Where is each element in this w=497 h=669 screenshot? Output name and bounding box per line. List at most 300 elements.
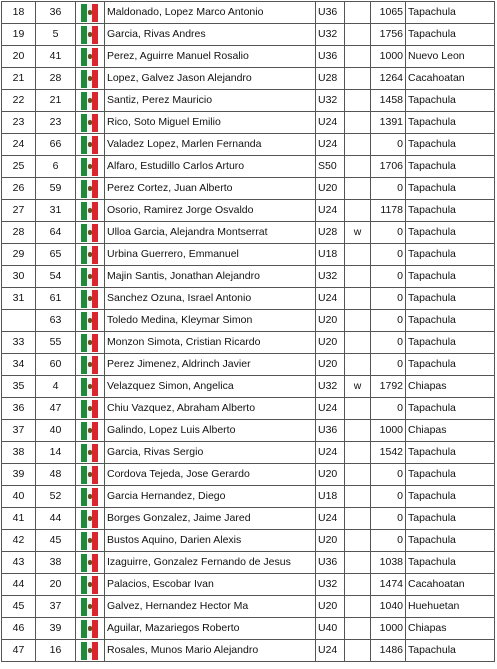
- eagle-emblem-icon: [88, 428, 92, 433]
- flag-cell: [76, 156, 105, 178]
- eagle-emblem-icon: [88, 230, 92, 235]
- player-name-cell: Chiu Vazquez, Abraham Alberto: [105, 398, 316, 420]
- eagle-emblem-icon: [88, 560, 92, 565]
- sex-cell: [345, 2, 371, 24]
- eagle-emblem-icon: [88, 582, 92, 587]
- category-cell: U36: [316, 2, 345, 24]
- bib-number-cell: 20: [36, 574, 76, 596]
- sex-cell: [345, 530, 371, 552]
- rating-cell: 1542: [371, 442, 406, 464]
- sex-cell: [345, 354, 371, 376]
- table-row: [2, 618, 495, 640]
- flag-cell: [76, 244, 105, 266]
- city-cell: Tapachula: [406, 266, 495, 288]
- player-name-cell: Santiz, Perez Mauricio: [105, 90, 316, 112]
- flag-cell: [76, 68, 105, 90]
- flag-cell: [76, 178, 105, 200]
- rating-cell: 1474: [371, 574, 406, 596]
- bib-number-cell: 45: [36, 530, 76, 552]
- category-cell: U20: [316, 530, 345, 552]
- flag-cell: [76, 420, 105, 442]
- flag-cell: [76, 112, 105, 134]
- category-cell: U24: [316, 288, 345, 310]
- flag-cell: [76, 2, 105, 24]
- bib-number-cell: 38: [36, 552, 76, 574]
- sex-cell: [345, 508, 371, 530]
- city-cell: Cacahoatan: [406, 574, 495, 596]
- player-name-cell: Monzon Simota, Cristian Ricardo: [105, 332, 316, 354]
- player-name-cell: Izaguirre, Gonzalez Fernando de Jesus: [105, 552, 316, 574]
- bib-number-cell: 37: [36, 596, 76, 618]
- sex-cell: [345, 618, 371, 640]
- sex-cell: w: [345, 376, 371, 398]
- place-cell: 31: [2, 288, 36, 310]
- player-name-cell: Velazquez Simon, Angelica: [105, 376, 316, 398]
- flag-cell: [76, 24, 105, 46]
- place-cell: 23: [2, 112, 36, 134]
- player-name-cell: Garcia, Rivas Andres: [105, 24, 316, 46]
- rating-cell: 1040: [371, 596, 406, 618]
- mexico-flag-icon: [81, 158, 98, 176]
- rating-cell: 1264: [371, 68, 406, 90]
- place-cell: 26: [2, 178, 36, 200]
- place-cell: 37: [2, 420, 36, 442]
- player-name-cell: Alfaro, Estudillo Carlos Arturo: [105, 156, 316, 178]
- table-row: [2, 90, 495, 112]
- rating-cell: 1065: [371, 2, 406, 24]
- eagle-emblem-icon: [88, 318, 92, 323]
- eagle-emblem-icon: [88, 208, 92, 213]
- bib-number-cell: 41: [36, 46, 76, 68]
- bib-number-cell: 40: [36, 420, 76, 442]
- city-cell: Tapachula: [406, 398, 495, 420]
- player-name-cell: Perez Jimenez, Aldrinch Javier: [105, 354, 316, 376]
- mexico-flag-icon: [81, 532, 98, 550]
- eagle-emblem-icon: [88, 626, 92, 631]
- table-row: [2, 266, 495, 288]
- eagle-emblem-icon: [88, 274, 92, 279]
- city-cell: Chiapas: [406, 420, 495, 442]
- flag-cell: [76, 288, 105, 310]
- table-row: [2, 24, 495, 46]
- sex-cell: [345, 420, 371, 442]
- rating-cell: 0: [371, 530, 406, 552]
- sex-cell: [345, 640, 371, 662]
- category-cell: U24: [316, 508, 345, 530]
- place-cell: 19: [2, 24, 36, 46]
- category-cell: S50: [316, 156, 345, 178]
- place-cell: 33: [2, 332, 36, 354]
- table-row: [2, 552, 495, 574]
- category-cell: U24: [316, 200, 345, 222]
- flag-cell: [76, 90, 105, 112]
- rating-cell: 1391: [371, 112, 406, 134]
- eagle-emblem-icon: [88, 494, 92, 499]
- sex-cell: [345, 552, 371, 574]
- place-cell: 39: [2, 464, 36, 486]
- mexico-flag-icon: [81, 312, 98, 330]
- flag-cell: [76, 508, 105, 530]
- bib-number-cell: 61: [36, 288, 76, 310]
- place-cell: 18: [2, 2, 36, 24]
- place-cell: 34: [2, 354, 36, 376]
- mexico-flag-icon: [81, 246, 98, 264]
- flag-cell: [76, 222, 105, 244]
- eagle-emblem-icon: [88, 296, 92, 301]
- category-cell: U20: [316, 332, 345, 354]
- bib-number-cell: 14: [36, 442, 76, 464]
- table-row: [2, 530, 495, 552]
- category-cell: U20: [316, 178, 345, 200]
- player-name-cell: Sanchez Ozuna, Israel Antonio: [105, 288, 316, 310]
- rating-cell: 0: [371, 222, 406, 244]
- mexico-flag-icon: [81, 620, 98, 638]
- eagle-emblem-icon: [88, 54, 92, 59]
- table-row: [2, 354, 495, 376]
- eagle-emblem-icon: [88, 186, 92, 191]
- city-cell: Tapachula: [406, 354, 495, 376]
- mexico-flag-icon: [81, 4, 98, 22]
- sex-cell: [345, 68, 371, 90]
- player-name-cell: Lopez, Galvez Jason Alejandro: [105, 68, 316, 90]
- table-row: [2, 46, 495, 68]
- city-cell: Tapachula: [406, 530, 495, 552]
- table-row: [2, 574, 495, 596]
- city-cell: Tapachula: [406, 134, 495, 156]
- place-cell: 24: [2, 134, 36, 156]
- mexico-flag-icon: [81, 466, 98, 484]
- table-row: [2, 398, 495, 420]
- category-cell: U24: [316, 134, 345, 156]
- sex-cell: [345, 398, 371, 420]
- sex-cell: [345, 46, 371, 68]
- eagle-emblem-icon: [88, 604, 92, 609]
- player-name-cell: Valadez Lopez, Marlen Fernanda: [105, 134, 316, 156]
- table-row: [2, 596, 495, 618]
- place-cell: 44: [2, 574, 36, 596]
- place-cell: 40: [2, 486, 36, 508]
- eagle-emblem-icon: [88, 98, 92, 103]
- player-name-cell: Aguilar, Mazariegos Roberto: [105, 618, 316, 640]
- flag-cell: [76, 376, 105, 398]
- place-cell: 47: [2, 640, 36, 662]
- bib-number-cell: 5: [36, 24, 76, 46]
- flag-cell: [76, 200, 105, 222]
- place-cell: 43: [2, 552, 36, 574]
- player-name-cell: Perez Cortez, Juan Alberto: [105, 178, 316, 200]
- mexico-flag-icon: [81, 642, 98, 660]
- bib-number-cell: 16: [36, 640, 76, 662]
- rating-cell: 1706: [371, 156, 406, 178]
- eagle-emblem-icon: [88, 10, 92, 15]
- eagle-emblem-icon: [88, 362, 92, 367]
- flag-cell: [76, 310, 105, 332]
- rating-cell: 0: [371, 134, 406, 156]
- place-cell: 29: [2, 244, 36, 266]
- rating-cell: 0: [371, 508, 406, 530]
- mexico-flag-icon: [81, 576, 98, 594]
- player-name-cell: Rosales, Munos Mario Alejandro: [105, 640, 316, 662]
- city-cell: Tapachula: [406, 112, 495, 134]
- bib-number-cell: 63: [36, 310, 76, 332]
- player-name-cell: Ulloa Garcia, Alejandra Montserrat: [105, 222, 316, 244]
- city-cell: Tapachula: [406, 332, 495, 354]
- mexico-flag-icon: [81, 444, 98, 462]
- table-row: [2, 200, 495, 222]
- category-cell: U28: [316, 222, 345, 244]
- eagle-emblem-icon: [88, 538, 92, 543]
- city-cell: Tapachula: [406, 156, 495, 178]
- table-row: [2, 486, 495, 508]
- flag-cell: [76, 596, 105, 618]
- table-row: [2, 420, 495, 442]
- table-row: [2, 288, 495, 310]
- bib-number-cell: 52: [36, 486, 76, 508]
- flag-cell: [76, 574, 105, 596]
- table-row: [2, 68, 495, 90]
- mexico-flag-icon: [81, 488, 98, 506]
- table-row: [2, 310, 495, 332]
- rating-cell: 1178: [371, 200, 406, 222]
- flag-cell: [76, 398, 105, 420]
- rating-cell: 0: [371, 244, 406, 266]
- city-cell: Tapachula: [406, 200, 495, 222]
- rating-cell: 0: [371, 178, 406, 200]
- flag-cell: [76, 266, 105, 288]
- flag-cell: [76, 442, 105, 464]
- category-cell: U32: [316, 376, 345, 398]
- city-cell: Tapachula: [406, 508, 495, 530]
- rating-cell: 1486: [371, 640, 406, 662]
- flag-cell: [76, 46, 105, 68]
- place-cell: 21: [2, 68, 36, 90]
- city-cell: Tapachula: [406, 464, 495, 486]
- city-cell: Tapachula: [406, 288, 495, 310]
- place-cell: 38: [2, 442, 36, 464]
- flag-cell: [76, 134, 105, 156]
- player-name-cell: Bustos Aquino, Darien Alexis: [105, 530, 316, 552]
- mexico-flag-icon: [81, 334, 98, 352]
- sex-cell: [345, 596, 371, 618]
- rating-cell: 0: [371, 464, 406, 486]
- place-cell: 41: [2, 508, 36, 530]
- bib-number-cell: 48: [36, 464, 76, 486]
- mexico-flag-icon: [81, 290, 98, 308]
- category-cell: U36: [316, 46, 345, 68]
- city-cell: Tapachula: [406, 552, 495, 574]
- city-cell: Tapachula: [406, 640, 495, 662]
- rating-cell: 0: [371, 310, 406, 332]
- mexico-flag-icon: [81, 92, 98, 110]
- bib-number-cell: 60: [36, 354, 76, 376]
- category-cell: U36: [316, 420, 345, 442]
- eagle-emblem-icon: [88, 450, 92, 455]
- bib-number-cell: 36: [36, 2, 76, 24]
- table-row: [2, 244, 495, 266]
- place-cell: 25: [2, 156, 36, 178]
- place-cell: 28: [2, 222, 36, 244]
- bib-number-cell: 21: [36, 90, 76, 112]
- flag-cell: [76, 332, 105, 354]
- player-name-cell: Urbina Guerrero, Emmanuel: [105, 244, 316, 266]
- city-cell: Tapachula: [406, 486, 495, 508]
- category-cell: U20: [316, 354, 345, 376]
- flag-cell: [76, 486, 105, 508]
- category-cell: U20: [316, 464, 345, 486]
- sex-cell: [345, 464, 371, 486]
- eagle-emblem-icon: [88, 142, 92, 147]
- sex-cell: [345, 178, 371, 200]
- place-cell: 20: [2, 46, 36, 68]
- sex-cell: [345, 486, 371, 508]
- flag-cell: [76, 530, 105, 552]
- place-cell: 36: [2, 398, 36, 420]
- city-cell: Cacahoatan: [406, 68, 495, 90]
- category-cell: U32: [316, 90, 345, 112]
- sex-cell: [345, 156, 371, 178]
- mexico-flag-icon: [81, 70, 98, 88]
- table-row: [2, 442, 495, 464]
- player-name-cell: Galindo, Lopez Luis Alberto: [105, 420, 316, 442]
- mexico-flag-icon: [81, 378, 98, 396]
- rating-cell: 0: [371, 486, 406, 508]
- sex-cell: [345, 310, 371, 332]
- bib-number-cell: 31: [36, 200, 76, 222]
- bib-number-cell: 28: [36, 68, 76, 90]
- mexico-flag-icon: [81, 510, 98, 528]
- table-row: [2, 112, 495, 134]
- mexico-flag-icon: [81, 26, 98, 44]
- city-cell: Huehuetan: [406, 596, 495, 618]
- mexico-flag-icon: [81, 268, 98, 286]
- sex-cell: [345, 134, 371, 156]
- place-cell: 35: [2, 376, 36, 398]
- category-cell: U32: [316, 266, 345, 288]
- place-cell: 30: [2, 266, 36, 288]
- sex-cell: [345, 574, 371, 596]
- sex-cell: [345, 442, 371, 464]
- player-name-cell: Galvez, Hernandez Hector Ma: [105, 596, 316, 618]
- player-name-cell: Garcia Hernandez, Diego: [105, 486, 316, 508]
- rating-cell: 1458: [371, 90, 406, 112]
- city-cell: Tapachula: [406, 24, 495, 46]
- bib-number-cell: 59: [36, 178, 76, 200]
- bib-number-cell: 6: [36, 156, 76, 178]
- city-cell: Chiapas: [406, 618, 495, 640]
- mexico-flag-icon: [81, 356, 98, 374]
- rating-cell: 1756: [371, 24, 406, 46]
- city-cell: Tapachula: [406, 178, 495, 200]
- city-cell: Tapachula: [406, 2, 495, 24]
- category-cell: U40: [316, 618, 345, 640]
- place-cell: 22: [2, 90, 36, 112]
- sex-cell: [345, 244, 371, 266]
- rating-cell: 1000: [371, 618, 406, 640]
- table-row: [2, 2, 495, 24]
- place-cell: 45: [2, 596, 36, 618]
- player-name-cell: Garcia, Rivas Sergio: [105, 442, 316, 464]
- mexico-flag-icon: [81, 422, 98, 440]
- category-cell: U18: [316, 244, 345, 266]
- player-name-cell: Cordova Tejeda, Jose Gerardo: [105, 464, 316, 486]
- bib-number-cell: 55: [36, 332, 76, 354]
- bib-number-cell: 23: [36, 112, 76, 134]
- eagle-emblem-icon: [88, 516, 92, 521]
- flag-cell: [76, 354, 105, 376]
- mexico-flag-icon: [81, 554, 98, 572]
- rating-cell: 0: [371, 354, 406, 376]
- table-row: [2, 178, 495, 200]
- bib-number-cell: 65: [36, 244, 76, 266]
- category-cell: U28: [316, 68, 345, 90]
- flag-cell: [76, 552, 105, 574]
- city-cell: Chiapas: [406, 376, 495, 398]
- standings-table: [1, 1, 495, 662]
- bib-number-cell: 44: [36, 508, 76, 530]
- bib-number-cell: 54: [36, 266, 76, 288]
- player-name-cell: Majin Santis, Jonathan Alejandro: [105, 266, 316, 288]
- player-name-cell: Maldonado, Lopez Marco Antonio: [105, 2, 316, 24]
- bib-number-cell: 66: [36, 134, 76, 156]
- sex-cell: [345, 90, 371, 112]
- table-row: [2, 222, 495, 244]
- eagle-emblem-icon: [88, 472, 92, 477]
- bib-number-cell: 4: [36, 376, 76, 398]
- mexico-flag-icon: [81, 136, 98, 154]
- player-name-cell: Toledo Medina, Kleymar Simon: [105, 310, 316, 332]
- eagle-emblem-icon: [88, 120, 92, 125]
- mexico-flag-icon: [81, 400, 98, 418]
- sex-cell: [345, 288, 371, 310]
- sex-cell: [345, 332, 371, 354]
- rating-cell: 1038: [371, 552, 406, 574]
- flag-cell: [76, 640, 105, 662]
- table-row: [2, 332, 495, 354]
- bib-number-cell: 39: [36, 618, 76, 640]
- category-cell: U36: [316, 552, 345, 574]
- rating-cell: 1000: [371, 420, 406, 442]
- city-cell: Tapachula: [406, 310, 495, 332]
- category-cell: U20: [316, 310, 345, 332]
- table-row: [2, 640, 495, 662]
- player-name-cell: Osorio, Ramirez Jorge Osvaldo: [105, 200, 316, 222]
- bib-number-cell: 47: [36, 398, 76, 420]
- city-cell: Tapachula: [406, 244, 495, 266]
- sex-cell: [345, 200, 371, 222]
- city-cell: Tapachula: [406, 90, 495, 112]
- player-name-cell: Perez, Aguirre Manuel Rosalio: [105, 46, 316, 68]
- player-name-cell: Borges Gonzalez, Jaime Jared: [105, 508, 316, 530]
- mexico-flag-icon: [81, 202, 98, 220]
- player-name-cell: Rico, Soto Miguel Emilio: [105, 112, 316, 134]
- category-cell: U24: [316, 640, 345, 662]
- city-cell: Tapachula: [406, 442, 495, 464]
- mexico-flag-icon: [81, 598, 98, 616]
- sex-cell: [345, 24, 371, 46]
- rating-cell: 1792: [371, 376, 406, 398]
- eagle-emblem-icon: [88, 406, 92, 411]
- rating-cell: 0: [371, 266, 406, 288]
- category-cell: U20: [316, 596, 345, 618]
- city-cell: Tapachula: [406, 222, 495, 244]
- eagle-emblem-icon: [88, 252, 92, 257]
- eagle-emblem-icon: [88, 648, 92, 653]
- place-cell: 27: [2, 200, 36, 222]
- bib-number-cell: 64: [36, 222, 76, 244]
- table-row: [2, 508, 495, 530]
- table-row: [2, 464, 495, 486]
- eagle-emblem-icon: [88, 76, 92, 81]
